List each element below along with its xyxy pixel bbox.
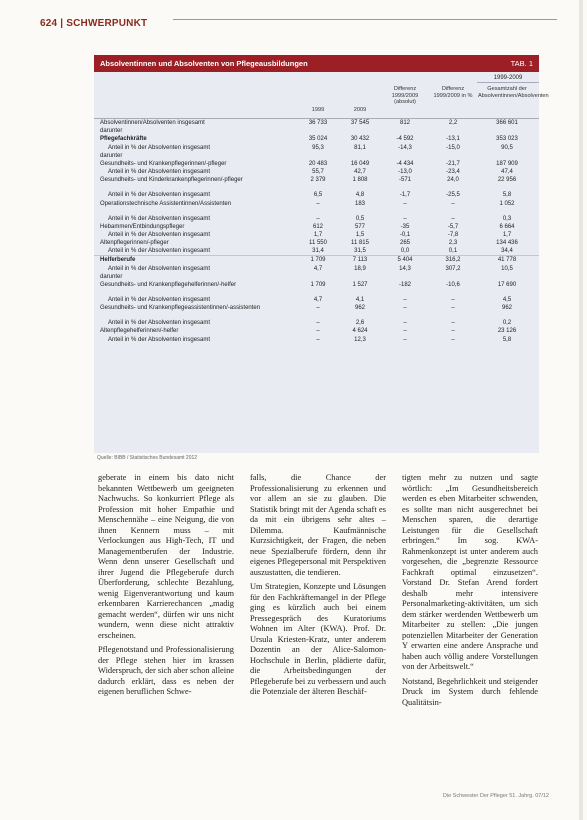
table-cell: – bbox=[403, 215, 407, 222]
table-cell: -13,1 bbox=[446, 136, 460, 143]
text-column-3 bbox=[402, 473, 538, 712]
row-label: Operationstechnische Assistentinnen/Assistenten bbox=[100, 200, 232, 207]
table-cell: 81,1 bbox=[354, 144, 366, 151]
table-cell: -571 bbox=[398, 177, 411, 184]
table-cell: -14,3 bbox=[398, 144, 412, 151]
table-cell: 366 601 bbox=[496, 120, 518, 126]
table-row bbox=[94, 160, 539, 168]
table-cell: 577 bbox=[354, 223, 365, 230]
table-cell: 41 778 bbox=[497, 257, 517, 264]
table-cell: 134 436 bbox=[496, 240, 518, 247]
table-cell: 0,3 bbox=[502, 215, 512, 222]
row-label: darunter bbox=[100, 273, 123, 280]
table-row bbox=[94, 168, 539, 176]
row-label: Helferberufe bbox=[100, 257, 136, 264]
table-title: Absolventinnen und Absolventen von Pflegeausbildungen bbox=[100, 59, 308, 68]
table-row bbox=[94, 223, 539, 231]
row-label: Gesundheits- und Krankenpflegehelferinnen/-helfer bbox=[100, 282, 237, 288]
table-cell: 37 545 bbox=[350, 120, 370, 126]
table-cell: 12,3 bbox=[354, 336, 366, 343]
paragraph: falls, die Chance der Professionalisierung zu erkennen und vor allem an sie zu glauben. Die Statistik bringt mit der Agenda schaft es da mit ein übrigens sehr altes – Dilemma. Kaufmännische Kurzsichtigkeit, der Fragen, die neben neue Spezialberufe fördern, denn ihr eigenes Pflegepersonal mit Perspektiven auszustatten, die tendieren. bbox=[250, 473, 386, 577]
table-row bbox=[94, 247, 539, 255]
table-cell: 7 113 bbox=[352, 257, 368, 264]
table-cell: 4,1 bbox=[355, 297, 365, 303]
table-cell: – bbox=[316, 200, 320, 207]
table-cell: – bbox=[403, 297, 407, 303]
table-cell: 307,2 bbox=[445, 265, 461, 272]
table-cell: 187 909 bbox=[496, 160, 518, 167]
row-label: Anteil in % der Absolventen insgesamt bbox=[108, 265, 211, 272]
table-cell: 16 049 bbox=[350, 160, 370, 167]
table-row bbox=[94, 336, 539, 344]
table-cell: 962 bbox=[501, 305, 512, 312]
table-cell: -4 592 bbox=[396, 136, 414, 143]
table-cell: 2,3 bbox=[448, 240, 458, 247]
row-label: Anteil in % der Absolventen insgesamt bbox=[108, 248, 211, 255]
page-edge bbox=[579, 0, 583, 820]
paragraph: Um Strategien, Konzepte und Lösungen für den Fachkräftemangel in der Pflege ging es kürzlich auch bei einem Pressegespräch des Kuratoriums Wohnen im Alter (KWA). Prof. Dr. Ursula Kriesten-Kratz, unter anderem Dozentin an der Alice-Salomon-Hochschule in Berlin, plädierte dafür, die Arbeitsbedingungen der Pflegeberufe bei zu verbessern und auch die Potenziale der älteren Beschäf- bbox=[250, 582, 386, 696]
table-cell: – bbox=[403, 328, 407, 335]
table-cell: 0,5 bbox=[355, 215, 365, 222]
table-row bbox=[94, 296, 539, 304]
table-cell: -1,7 bbox=[399, 192, 411, 199]
table-cell: 31,5 bbox=[354, 248, 366, 255]
row-label: Anteil in % der Absolventen insgesamt bbox=[108, 215, 211, 222]
row-label: darunter bbox=[100, 152, 123, 159]
paragraph: tigten mehr zu nutzen und sagte wörtlich: „Im Gesundheitsbereich werden es eben Mitarbeiter schwenden, es sollte man nicht ausgerechnet bei Menschen sparen, die derartige Leistungen für die Gesellschaft erbringen.“ Im sog. KWA-Rahmenkonzept ist unter anderem auch vorgesehen, die „begrenzte Ressource Fachkraft optimal einzusetzen“. Vorstand Dr. Stefan Arend fordert deshalb mehr intensivere Personalmarketing-aktivitäten, um sich dem stärker werdenden Wettbewerb um Mitarbeiter zu stellen: „Die jungen potenziellen Mitarbeiter der Generation Y erwarten eine andere Ansprache und haben auch völlig andere Vorstellungen von der Arbeitswelt.“ bbox=[402, 473, 538, 671]
row-label: Anteil in % der Absolventen insgesamt bbox=[108, 320, 211, 327]
table-cell: 22 956 bbox=[497, 177, 517, 184]
table-cell: – bbox=[451, 215, 455, 222]
table-cell: – bbox=[403, 320, 407, 327]
table-cell: 2 379 bbox=[310, 177, 326, 184]
row-label: Altenpflegehelferinnen/-helfer bbox=[100, 328, 179, 335]
table-body bbox=[94, 119, 539, 344]
text-column-1 bbox=[98, 473, 234, 702]
row-label: Anteil in % der Absolventen insgesamt bbox=[108, 169, 211, 176]
row-label: Anteil in % der Absolventen insgesamt bbox=[108, 336, 211, 343]
table-cell: -0,1 bbox=[399, 231, 411, 238]
table-cell: – bbox=[403, 305, 407, 312]
row-label: Altenpflegerinnen/-pfleger bbox=[100, 240, 169, 247]
row-label: Anteil in % der Absolventen insgesamt bbox=[108, 231, 211, 238]
table-cell: 1,7 bbox=[502, 231, 512, 238]
table-cell: -21,7 bbox=[446, 160, 460, 167]
table-row bbox=[94, 215, 539, 223]
table-cell: 0,1 bbox=[448, 248, 458, 255]
row-label: Anteil in % der Absolventen insgesamt bbox=[108, 192, 211, 199]
column-header: Differenz 1999/2009 in % bbox=[433, 86, 473, 99]
row-label: Gesundheits- und Krankenpflegeassistentinnen/-assistenten bbox=[100, 305, 261, 312]
table-cell: 34,4 bbox=[501, 248, 513, 255]
table-cell: 14,3 bbox=[399, 265, 411, 272]
table-cell: -182 bbox=[398, 282, 411, 288]
header-rule bbox=[173, 19, 557, 20]
column-group-header: 1999-2009 bbox=[477, 75, 539, 83]
table-cell: 18,9 bbox=[354, 265, 366, 272]
table-cell: 1 709 bbox=[310, 257, 326, 264]
table-cell: 42,7 bbox=[354, 169, 366, 176]
table-row bbox=[94, 265, 539, 273]
row-label: Gesundheits- und Krankenpflegerinnen/-pfleger bbox=[100, 160, 227, 167]
table-cell: 30 432 bbox=[350, 136, 370, 143]
page-number-section: 624 | SCHWERPUNKT bbox=[40, 18, 148, 29]
table-cell: – bbox=[451, 328, 455, 335]
table-cell: – bbox=[451, 200, 455, 207]
column-header: 2009 bbox=[353, 107, 367, 113]
table-cell: 2,2 bbox=[448, 120, 458, 126]
table-row bbox=[94, 135, 539, 143]
table-row bbox=[94, 319, 539, 327]
table-cell: – bbox=[451, 297, 455, 303]
table-cell: 1 709 bbox=[310, 282, 326, 288]
table-cell: -35 bbox=[400, 223, 410, 230]
table-cell: 1 052 bbox=[499, 200, 515, 207]
table-cell: 10,5 bbox=[501, 265, 513, 272]
table-cell: 4,5 bbox=[502, 297, 512, 303]
table-row bbox=[94, 144, 539, 152]
table-cell: -5,7 bbox=[447, 223, 459, 230]
table-cell: 35 024 bbox=[308, 136, 328, 143]
row-label: Anteil in % der Absolventen insgesamt bbox=[108, 144, 211, 151]
table-cell: 4,7 bbox=[313, 265, 323, 272]
table-row bbox=[94, 127, 539, 135]
table-cell: 95,3 bbox=[312, 144, 324, 151]
table-cell: – bbox=[316, 320, 320, 327]
table-column-headers bbox=[94, 72, 549, 119]
table-cell: 36 733 bbox=[308, 120, 328, 126]
table-cell: 17 690 bbox=[497, 282, 517, 288]
table-cell: 6 664 bbox=[499, 223, 515, 230]
table-cell: -10,6 bbox=[446, 282, 460, 288]
column-header: Gesamtzahl der Absolventinnen/Absolventen bbox=[478, 86, 549, 99]
table-cell: – bbox=[316, 215, 320, 222]
table-cell: -4 434 bbox=[396, 160, 414, 167]
table-cell: -15,0 bbox=[446, 144, 460, 151]
table-cell: 1,5 bbox=[355, 231, 365, 238]
table-cell: -13,0 bbox=[398, 169, 412, 176]
table-cell: 4 624 bbox=[352, 328, 368, 335]
table-cell: 31,4 bbox=[312, 248, 324, 255]
table-cell: 23 126 bbox=[497, 328, 517, 335]
table-cell: – bbox=[316, 305, 320, 312]
row-label: darunter bbox=[100, 128, 123, 135]
table-cell: 316,2 bbox=[445, 257, 461, 264]
table-cell: 1 527 bbox=[352, 282, 368, 288]
paragraph: Pflegenotstand und Professionalisierung der Pflege stehen hier im krassen Widerspruch, der sich aber schon alleine dadurch erklärt, dass es neben der eigenen beruflichen Schwe- bbox=[98, 645, 234, 696]
table-cell: – bbox=[451, 305, 455, 312]
table-row bbox=[94, 152, 539, 160]
column-header: 1999 bbox=[311, 107, 325, 113]
table-row bbox=[94, 255, 539, 264]
text-column-2 bbox=[250, 473, 386, 702]
table-row bbox=[94, 239, 539, 247]
table-cell: 0,0 bbox=[400, 248, 410, 255]
table-cell: – bbox=[316, 328, 320, 335]
table-row bbox=[94, 281, 539, 296]
data-table bbox=[94, 55, 549, 453]
table-cell: 5,8 bbox=[502, 192, 512, 199]
table-cell: 265 bbox=[399, 240, 410, 247]
table-cell: 11 815 bbox=[351, 240, 369, 247]
page-header bbox=[40, 13, 557, 31]
table-row bbox=[94, 200, 539, 215]
table-cell: 11 550 bbox=[309, 240, 327, 247]
table-row bbox=[94, 231, 539, 239]
table-cell: 55,7 bbox=[312, 169, 324, 176]
table-row bbox=[94, 119, 539, 127]
row-label: Pflegefachkräfte bbox=[100, 136, 147, 143]
row-label: Hebammen/Entbindungspfleger bbox=[100, 223, 185, 230]
table-cell: 612 bbox=[312, 223, 323, 230]
table-cell: 47,4 bbox=[501, 169, 513, 176]
table-row bbox=[94, 176, 539, 191]
table-tab-label: TAB. 1 bbox=[510, 59, 533, 68]
table-cell: 6,5 bbox=[313, 192, 323, 199]
paragraph: geberate in einem bis dato nicht bekannten Wettbewerb um geeigneten Nachwuchs. So konkurriert Pflege als Profession mit hoher Empathie und Menschennähe – eine Neigung, die von ihnen Kennern muss – mit Verlockungen aus High-Tech, IT und Managementberufen der Industrie. Wenn denn unserer Gesellschaft und ihrer Jugend die Pflegeberufe durch Überforderung, schlechte Bezahlung, wenig Eigenverantwortung und kaum erkennbaren Karrierechancen „madig gemacht werden“, dürfen wir uns nicht wundern, wenn diese nicht attraktiv erscheinen. bbox=[98, 473, 234, 640]
row-label: Anteil in % der Absolventen insgesamt bbox=[108, 297, 211, 303]
table-cell: 812 bbox=[399, 120, 410, 126]
table-cell: 4,8 bbox=[355, 192, 365, 199]
table-cell: 5 404 bbox=[397, 257, 413, 264]
table-row bbox=[94, 273, 539, 281]
table-cell: 0,2 bbox=[502, 320, 512, 327]
table-cell: 962 bbox=[354, 305, 365, 312]
table-row bbox=[94, 304, 539, 319]
table-title-bar bbox=[94, 55, 539, 72]
table-cell: – bbox=[316, 336, 320, 343]
table-source-note: Quelle: BIBB / Statistisches Bundesamt 2012 bbox=[97, 455, 198, 461]
table-cell: 90,5 bbox=[501, 144, 513, 151]
table-cell: – bbox=[403, 200, 407, 207]
table-cell: 4,7 bbox=[313, 297, 323, 303]
table-cell: 2,6 bbox=[355, 320, 365, 327]
table-cell: 183 bbox=[354, 200, 365, 207]
table-cell: 5,8 bbox=[502, 336, 512, 343]
table-cell: -25,5 bbox=[446, 192, 460, 199]
table-cell: 353 023 bbox=[496, 136, 518, 143]
table-cell: -7,8 bbox=[447, 231, 459, 238]
table-cell: 1,7 bbox=[313, 231, 323, 238]
table-cell: -23,4 bbox=[446, 169, 460, 176]
table-row bbox=[94, 327, 539, 335]
table-cell: – bbox=[403, 336, 407, 343]
paragraph: Notstand, Begehrlichkeit und steigender Druck im System durch fehlende Qualitätsin- bbox=[402, 676, 538, 707]
table-cell: 1 808 bbox=[352, 177, 368, 184]
table-row bbox=[94, 191, 539, 199]
row-label: Gesundheits- und Kinderkrankenpflegerinnen/-pfleger bbox=[100, 177, 243, 184]
row-label: Absolventinnen/Absolventen insgesamt bbox=[100, 120, 205, 126]
table-cell: – bbox=[451, 320, 455, 327]
page-footer: Die Schwester Der Pfleger 51. Jahrg. 07/12 bbox=[442, 793, 549, 799]
table-cell: 20 483 bbox=[308, 160, 328, 167]
table-cell: – bbox=[451, 336, 455, 343]
column-header: Differenz 1999/2009 (absolut) bbox=[391, 86, 419, 106]
table-cell: 24,0 bbox=[447, 177, 459, 184]
